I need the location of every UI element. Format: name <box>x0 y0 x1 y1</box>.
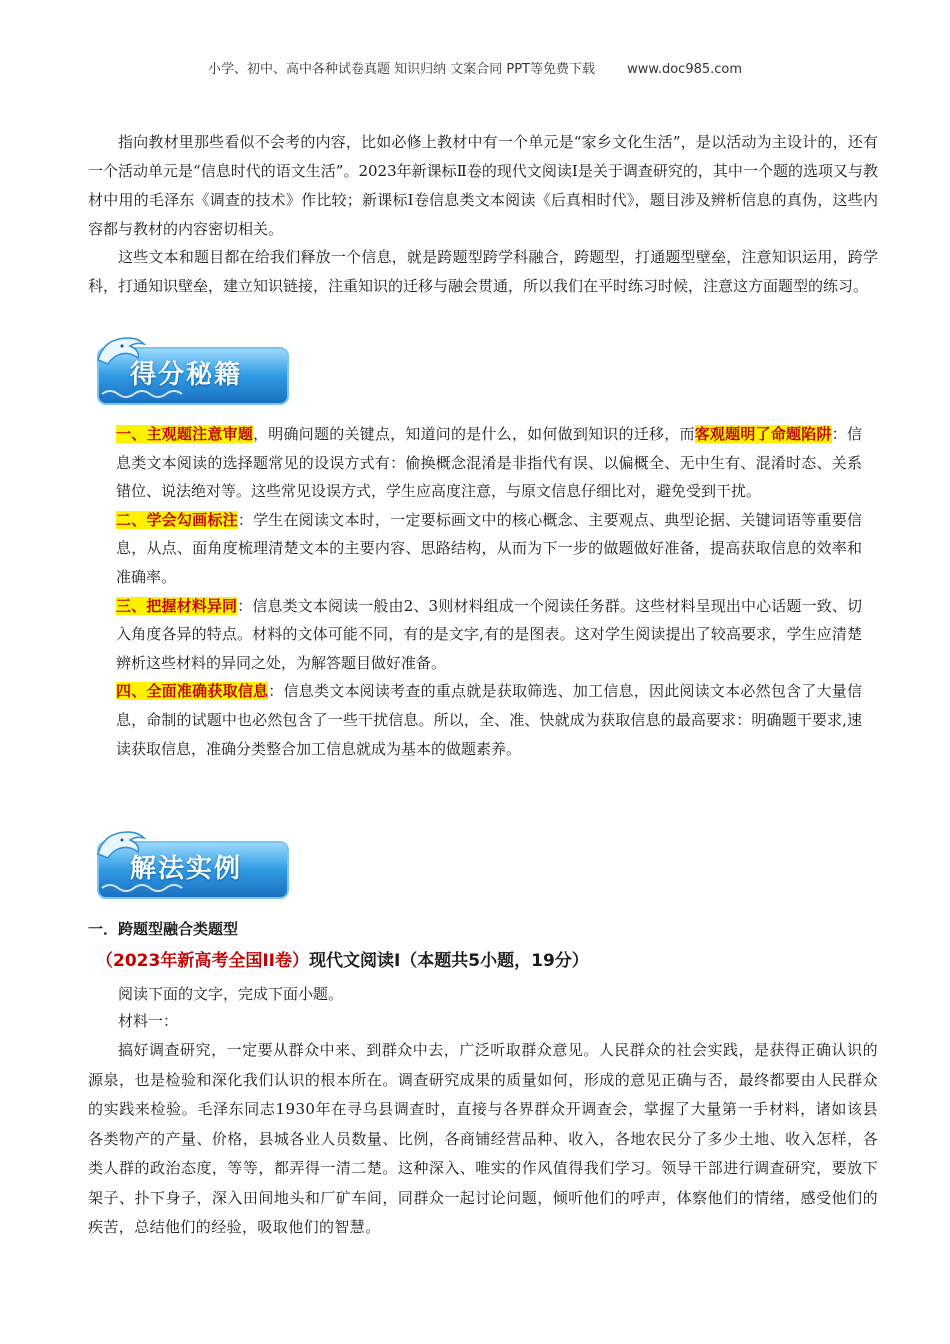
tip-item-3 <box>116 592 862 678</box>
material-text: 搞好调查研究，一定要从群众中来、到群众中去，广泛听取群众意见。人民群众的社会实践，是获得正确认识的源泉，也是检验和深化我们认识的根本所在。调查研究成果的质量如何，形成的意见正确与否，最终都要由人民群众的实践来检验。毛泽东同志1930年在寻乌县调查时，直接与各界群众开调查会，掌握了大量第一手材料，诸如该县各类物产的产量、价格，县城各业人员数量、比例，各商铺经营品种、收入，各地农民分了多少土地、收入怎样，各类人群的政治态度，等等，都弄得一清二楚。这种深入、唯实的作风值得我们学习。领导干部进行调查研究，要放下架子、扑下身子，深入田间地头和厂矿车间，同群众一起讨论问题，倾听他们的呼声，体察他们的情绪，感受他们的疾苦，总结他们的经验，吸取他们的智慧。 <box>88 1041 878 1236</box>
tip-1-head: 一、主观题注意审题 <box>116 425 254 443</box>
intro-paragraph-2: 这些文本和题目都在给我们释放一个信息，就是跨题型跨学科融合，跨题型，打通题型壁垒，注意知识运用，跨学科，打通知识壁垒，建立知识链接，注重知识的迁移与融会贯通，所以我们在平时练习时候，注意这方面题型的练习。 <box>88 248 878 295</box>
tip-1-body: ，明确问题的关键点，知道问的是什么，如何做到知识的迁移，而 <box>253 425 695 443</box>
page-header <box>0 58 950 77</box>
tips-list <box>116 420 862 763</box>
header-url[interactable]: www.doc985.com <box>627 62 743 77</box>
tips-badge-label: 得分秘籍 <box>130 360 243 390</box>
section-title: 一．跨题型融合类题型 <box>88 920 239 938</box>
examples-badge-label: 解法实例 <box>130 854 243 884</box>
tip-4-head: 四、全面准确获取信息 <box>116 682 269 701</box>
intro-paragraph-1: 指向教材里那些看似不会考的内容，比如必修上教材中有一个单元是“家乡文化生活”，是以活动为主设计的，还有一个活动单元是“信息时代的语文生活”。2023年新课标Ⅱ卷的现代文阅读Ⅰ是关于调查研究的，其中一个题的选项又与教材中用的毛泽东《调查的技术》作比较；新课标Ⅰ卷信息类文本阅读《后真相时代》，题目涉及辨析信息的真伪，这些内容都与教材的内容密切相关。 <box>88 133 878 238</box>
header-text: 小学、初中、高中各种试卷真题 知识归纳 文案合同 PPT等免费下载 <box>207 62 595 77</box>
tip-item-1 <box>116 420 862 506</box>
question-title <box>96 946 589 971</box>
question-source: （2023年新高考全国II卷） <box>96 951 309 971</box>
tip-2-head: 二、学会勾画标注 <box>116 510 238 529</box>
instruction: 阅读下面的文字，完成下面小题。 <box>118 985 344 1003</box>
tip-1-body-2: ：信息类文本阅读的选择题常见的设误方式有：偷换概念混淆是非指代有误、以偏概全、无中生有、混淆时态、关系错位、说法绝对等。这些常见设误方式，学生应高度注意，与原文信息仔细比对，避免受到干扰。 <box>116 425 862 501</box>
tip-1-head-2: 客观题明了命题陷阱 <box>694 425 832 443</box>
examples-badge <box>92 828 292 900</box>
tip-item-2 <box>116 506 862 592</box>
tip-3-body: ：信息类文本阅读一般由2、3则材料组成一个阅读任务群。这些材料呈现出中心话题一致、切入角度各异的特点。材料的文体可能不同，有的是文字,有的是图表。这对学生阅读提出了较高要求，学生应清楚辨析这些材料的异同之处，为解答题目做好准备。 <box>116 596 862 672</box>
tip-3-head: 三、把握材料异同 <box>116 596 238 615</box>
material-label: 材料一： <box>118 1012 179 1030</box>
question-heading: 现代文阅读Ⅰ（本题共5小题，19分） <box>308 951 589 971</box>
tips-badge <box>92 334 292 406</box>
tip-item-4 <box>116 677 862 763</box>
tip-4-body: ：信息类文本阅读考查的重点就是获取筛选、加工信息，因此阅读文本必然包含了大量信息，命制的试题中也必然包含了一些干扰信息。所以，全、准、快就成为获取信息的最高要求：明确题干要求,速读获取信息，准确分类整合加工信息就成为基本的做题素养。 <box>116 682 862 758</box>
tip-2-body: ：学生在阅读文本时，一定要标画文中的核心概念、主要观点、典型论据、关键词语等重要信息，从点、面角度梳理清楚文本的主要内容、思路结构，从而为下一步的做题做好准备，提高获取信息的效率和准确率。 <box>116 510 862 586</box>
